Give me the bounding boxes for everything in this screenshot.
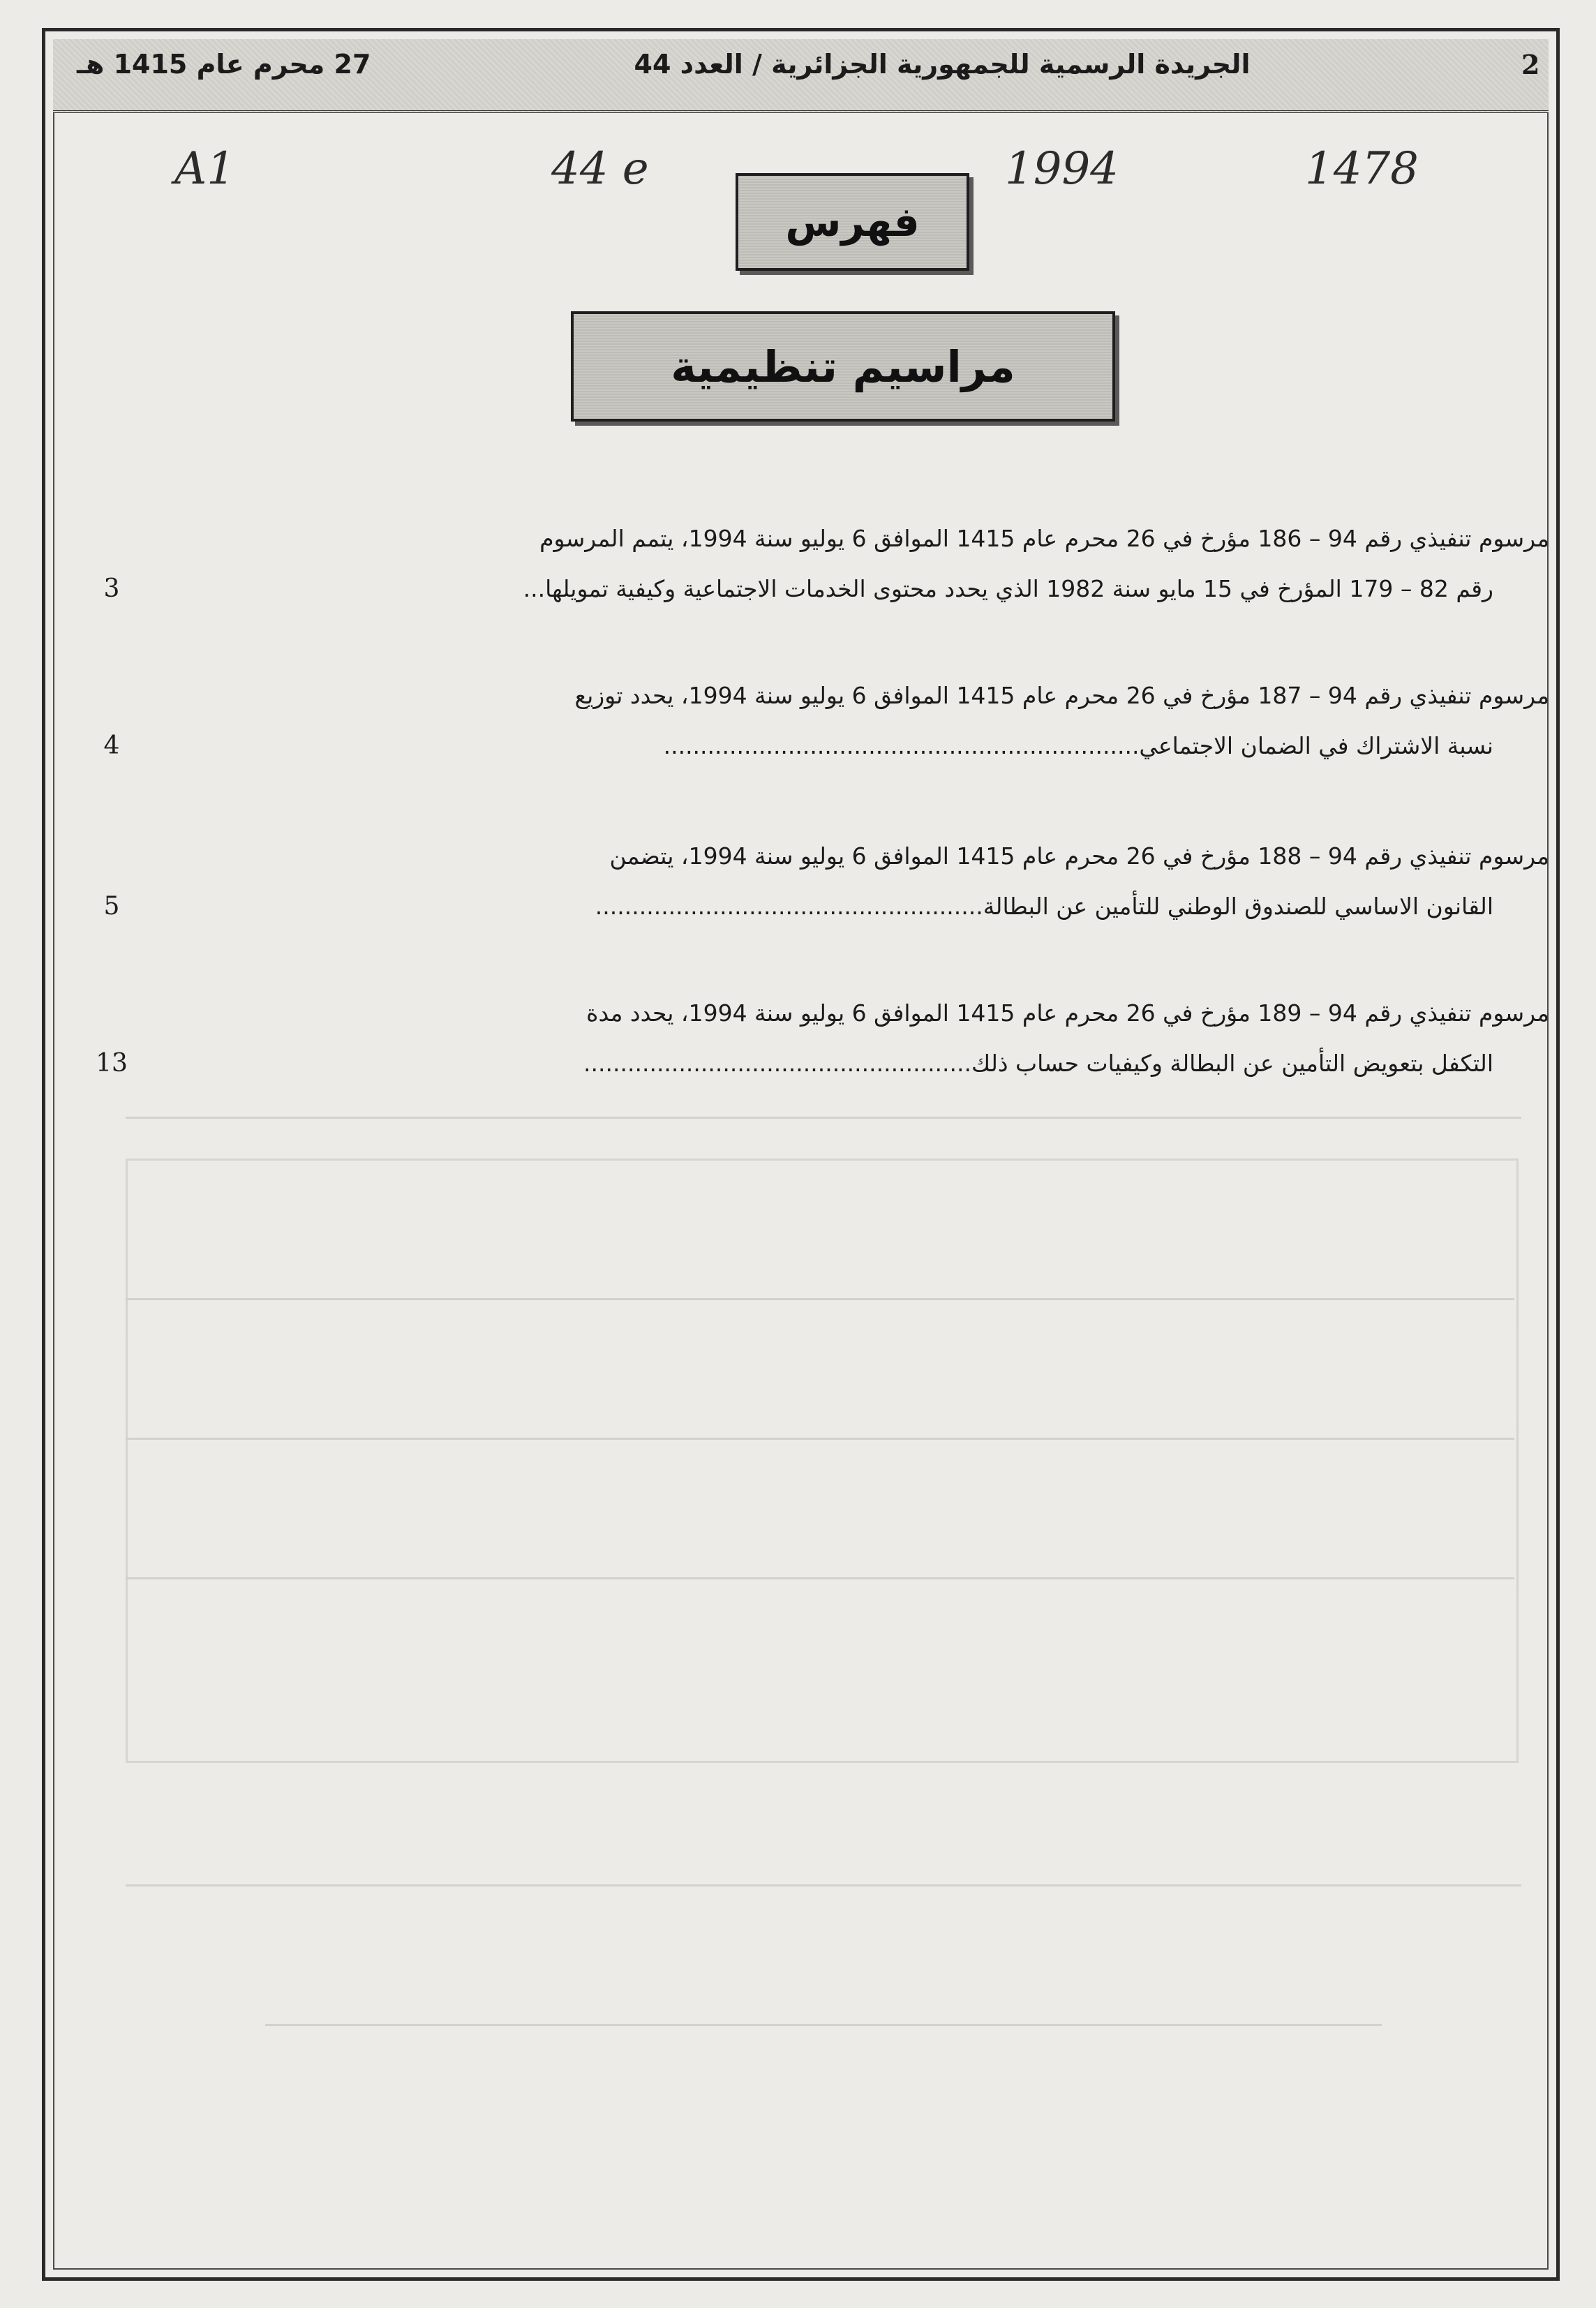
handwritten-note: 1478 <box>1305 143 1419 195</box>
handwritten-note: 1994 <box>1005 143 1119 195</box>
toc-entry[interactable] <box>84 516 1549 628</box>
handwritten-note: A1 <box>174 143 235 195</box>
ghost-line <box>126 1117 1521 1119</box>
toc-entry-line: نسبة الاشتراك في الضمان الاجتماعي................................................................. <box>663 732 1493 759</box>
section-title: مراسيم تنظيمية <box>571 311 1115 422</box>
bleed-through-layer <box>126 1117 1521 2164</box>
toc-entry-line: مرسوم تنفيذي رقم 94 – 187 مؤرخ في 26 محرم عام 1415 الموافق 6 يوليو سنة 1994، يحدد توزيع <box>574 682 1549 709</box>
ghost-line <box>265 2024 1382 2026</box>
toc-entry-line: مرسوم تنفيذي رقم 94 – 189 مؤرخ في 26 محرم عام 1415 الموافق 6 يوليو سنة 1994، يحدد مدة <box>586 999 1549 1027</box>
toc-page-number: 5 <box>103 892 120 921</box>
toc-entry-line: مرسوم تنفيذي رقم 94 – 186 مؤرخ في 26 محرم عام 1415 الموافق 6 يوليو سنة 1994، يتمم المرسوم <box>539 525 1549 552</box>
ghost-line <box>126 1298 1514 1300</box>
ghost-line <box>126 1438 1514 1440</box>
handwritten-note: 44 e <box>551 143 649 195</box>
ghost-table <box>126 1159 1519 1763</box>
toc-entry-line: التكفل بتعويض التأمين عن البطالة وكيفيات حساب ذلك..................................................... <box>583 1050 1493 1077</box>
ghost-line <box>126 1884 1521 1886</box>
gazette-title: الجريدة الرسمية للجمهورية الجزائرية / العدد 44 <box>634 49 1251 80</box>
toc-page-number: 4 <box>103 731 120 760</box>
toc-entry[interactable] <box>84 673 1549 785</box>
index-title: فهرس <box>736 173 969 271</box>
toc-page-number: 3 <box>103 574 120 603</box>
toc-page-number: 13 <box>96 1049 128 1078</box>
header-date: 27 محرم عام 1415 هـ <box>77 49 371 80</box>
toc-entry-line: القانون الاساسي للصندوق الوطني للتأمين عن البطالة..................................................... <box>595 893 1493 920</box>
toc-entry-line: مرسوم تنفيذي رقم 94 – 188 مؤرخ في 26 محرم عام 1415 الموافق 6 يوليو سنة 1994، يتضمن <box>609 842 1549 870</box>
page-number: 2 <box>1521 49 1540 80</box>
toc-entry[interactable] <box>84 991 1549 1103</box>
ghost-line <box>126 1577 1514 1579</box>
toc-entry-line: رقم 82 – 179 المؤرخ في 15 مايو سنة 1982 الذي يحدد محتوى الخدمات الاجتماعية وكيفية تمويلها... <box>523 575 1493 602</box>
toc-entry[interactable] <box>84 834 1549 946</box>
